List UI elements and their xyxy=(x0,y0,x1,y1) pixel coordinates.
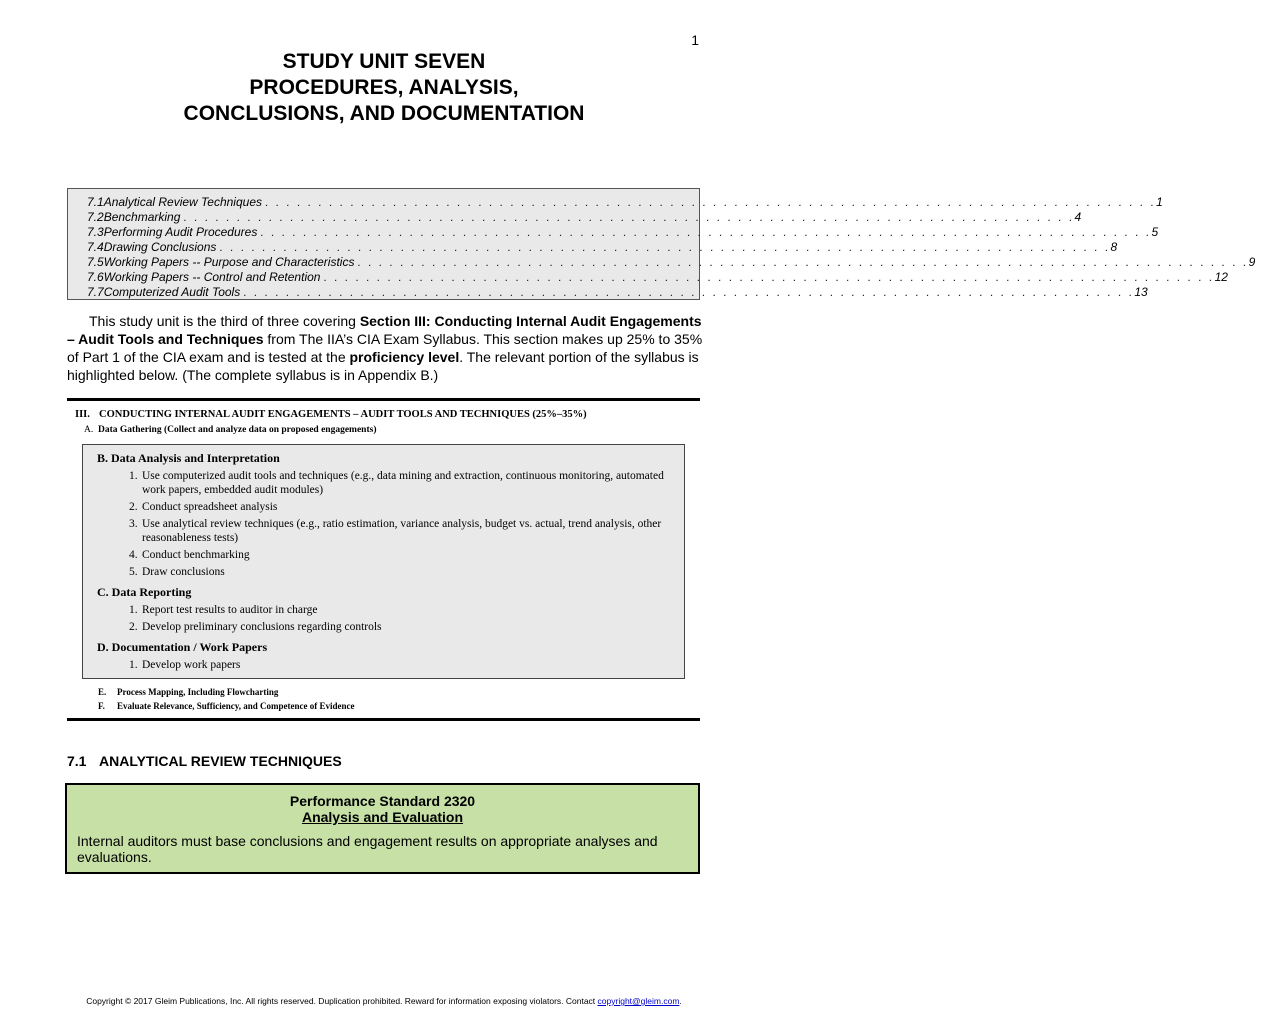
toc-number: 7.3 xyxy=(87,225,104,239)
toc-leader: . . . . . . . . . . . . . . . . . . . . . . . . . . . . . . . . . . . . . . . . . . . . . . . . . . . . . . . . . . . . . . . . . . . . . . . . . . . . . . . . . . . . xyxy=(323,270,1215,284)
list-text: Develop preliminary conclusions regarding controls xyxy=(142,621,382,633)
toc-row[interactable] xyxy=(68,210,1082,225)
toc-page: 5 xyxy=(1151,225,1159,239)
toc-row[interactable] xyxy=(68,285,1148,300)
toc-row[interactable] xyxy=(68,270,1228,285)
intro-paragraph xyxy=(67,312,704,384)
title-line-1: STUDY UNIT SEVEN xyxy=(282,50,486,73)
list-number: 2. xyxy=(129,621,138,633)
list-number: 2. xyxy=(129,501,138,513)
list-number: 1. xyxy=(129,659,138,671)
syllabus-highlight-box xyxy=(82,444,685,679)
list-text: Conduct benchmarking xyxy=(142,549,250,561)
intro-bold-level: proficiency level xyxy=(349,349,460,365)
list-text: Conduct spreadsheet analysis xyxy=(142,501,278,513)
section-title: ANALYTICAL REVIEW TECHNIQUES xyxy=(99,753,342,769)
syllabus-a-text: Data Gathering (Collect and analyze data on proposed engagements) xyxy=(98,425,377,435)
toc-title: Computerized Audit Tools xyxy=(103,285,241,299)
list-text: Use computerized audit tools and techniques (e.g., data mining and extraction, continuous monitoring, automated work papers, embedded audit modules) xyxy=(142,470,664,496)
syllabus-a-letter: A. xyxy=(84,425,94,435)
toc-page: 13 xyxy=(1134,285,1148,299)
toc-number: 7.6 xyxy=(87,270,104,284)
list-item xyxy=(129,565,678,579)
syllabus-section-heading xyxy=(75,409,700,420)
toc-number: 7.4 xyxy=(87,240,104,254)
list-text: Report test results to auditor in charge xyxy=(142,604,318,616)
toc-leader: . . . . . . . . . . . . . . . . . . . . . . . . . . . . . . . . . . . . . . . . . . . . . . . . . . . . . . . . . . . . . . . . . . . . . . . . . . . . . . . . . . . . xyxy=(260,225,1152,239)
toc-leader: . . . . . . . . . . . . . . . . . . . . . . . . . . . . . . . . . . . . . . . . . . . . . . . . . . . . . . . . . . . . . . . . . . . . . . . . . . . . . . . . . . . . xyxy=(183,210,1075,224)
syllabus-f-text: Evaluate Relevance, Sufficiency, and Competence of Evidence xyxy=(117,701,355,711)
copyright-email-link[interactable]: copyright@gleim.com xyxy=(597,996,680,1006)
list-number: 1. xyxy=(129,470,138,482)
toc-leader: . . . . . . . . . . . . . . . . . . . . . . . . . . . . . . . . . . . . . . . . . . . . . . . . . . . . . . . . . . . . . . . . . . . . . . . . . . . . . . . . . . . . xyxy=(219,240,1111,254)
toc-number: 7.5 xyxy=(87,255,104,269)
toc-title: Working Papers -- Purpose and Characteristics xyxy=(103,255,355,269)
toc-page: 12 xyxy=(1214,270,1228,284)
toc-page: 9 xyxy=(1248,255,1256,269)
page-number: 1 xyxy=(691,32,699,48)
syllabus-top-rule xyxy=(67,398,700,401)
syllabus-roman: III. xyxy=(75,409,90,420)
list-text: Develop work papers xyxy=(142,659,241,671)
syllabus-bottom-rule xyxy=(67,718,700,721)
footer-end: . xyxy=(679,996,682,1006)
list-item xyxy=(129,500,678,514)
syllabus-excerpt xyxy=(67,398,700,721)
list-item xyxy=(129,469,678,497)
intro-text-1: This study unit is the third of three covering xyxy=(89,313,360,329)
table-of-contents xyxy=(67,188,1256,300)
list-number: 3. xyxy=(129,518,138,530)
intro-text-3: . The relevant portion of the syllabus is highlighted below. (The complete syllabus is in Appendix B.) xyxy=(67,349,699,383)
toc-title: Drawing Conclusions xyxy=(103,240,217,254)
footer-text: Copyright © 2017 Gleim Publications, Inc. All rights reserved. Duplication prohibited. Reward for information exposing violators. Contact xyxy=(86,996,598,1006)
standard-subtitle: Analysis and Evaluation xyxy=(301,809,464,825)
copyright-footer xyxy=(0,996,768,1006)
list-item xyxy=(129,548,678,562)
toc-title: Working Papers -- Control and Retention xyxy=(103,270,321,284)
toc-number: 7.1 xyxy=(87,195,104,209)
toc-page: 1 xyxy=(1156,195,1163,209)
list-text: Draw conclusions xyxy=(142,566,225,578)
toc-title: Performing Audit Procedures xyxy=(103,225,258,239)
standard-title: Performance Standard 2320 xyxy=(289,793,476,809)
toc-title: Benchmarking xyxy=(103,210,181,224)
list-number: 5. xyxy=(129,566,138,578)
list-item xyxy=(129,658,678,672)
syllabus-e-letter: E. xyxy=(98,687,107,697)
toc-number: 7.7 xyxy=(87,285,104,299)
syllabus-item-a xyxy=(84,425,700,435)
syllabus-f-letter: F. xyxy=(98,701,105,711)
list-item xyxy=(129,603,678,617)
toc-leader: . . . . . . . . . . . . . . . . . . . . . . . . . . . . . . . . . . . . . . . . . . . . . . . . . . . . . . . . . . . . . . . . . . . . . . . . . . . . . . . . . . . . xyxy=(265,195,1157,209)
syllabus-heading-text: CONDUCTING INTERNAL AUDIT ENGAGEMENTS – AUDIT TOOLS AND TECHNIQUES (25%–35%) xyxy=(99,409,587,420)
standard-body: Internal auditors must base conclusions and engagement results on appropriate analyses and evaluations. xyxy=(77,833,658,865)
toc-row[interactable] xyxy=(68,255,1256,270)
section-heading xyxy=(67,753,342,769)
section-number: 7.1 xyxy=(67,753,87,769)
performance-standard-box xyxy=(65,783,700,874)
syllabus-item-e xyxy=(98,687,700,697)
intro-bold-section: Section III: Conducting Internal Audit Engagements – Audit Tools and Techniques xyxy=(67,313,702,347)
list-text: Use analytical review techniques (e.g., ratio estimation, variance analysis, budget vs. actual, trend analysis, other reasonableness tests) xyxy=(142,518,662,544)
intro-text-2: from The IIA’s CIA Exam Syllabus. This section makes up 25% to 35% of Part 1 of the CIA exam and is tested at the xyxy=(67,331,703,365)
syllabus-c-title: C. Data Reporting xyxy=(97,585,192,599)
toc-number: 7.2 xyxy=(87,210,104,224)
study-unit-title xyxy=(0,49,768,127)
toc-leader: . . . . . . . . . . . . . . . . . . . . . . . . . . . . . . . . . . . . . . . . . . . . . . . . . . . . . . . . . . . . . . . . . . . . . . . . . . . . . . . . . . . . xyxy=(243,285,1135,299)
toc-row[interactable] xyxy=(68,195,1163,210)
list-number: 4. xyxy=(129,549,138,561)
title-line-2: PROCEDURES, ANALYSIS, xyxy=(249,76,519,99)
syllabus-item-f xyxy=(98,701,700,711)
list-item xyxy=(129,620,678,634)
toc-row[interactable] xyxy=(68,225,1159,240)
syllabus-e-text: Process Mapping, Including Flowcharting xyxy=(117,687,279,697)
syllabus-d-title: D. Documentation / Work Papers xyxy=(97,640,268,654)
toc-page: 4 xyxy=(1074,210,1082,224)
toc-title: Analytical Review Techniques xyxy=(103,195,262,209)
toc-page: 8 xyxy=(1110,240,1118,254)
toc-leader: . . . . . . . . . . . . . . . . . . . . . . . . . . . . . . . . . . . . . . . . . . . . . . . . . . . . . . . . . . . . . . . . . . . . . . . . . . . . . . . . . . . . xyxy=(357,255,1249,269)
syllabus-b-title: B. Data Analysis and Interpretation xyxy=(97,451,280,465)
list-item xyxy=(129,517,678,545)
title-line-3: CONCLUSIONS, AND DOCUMENTATION xyxy=(183,102,585,125)
list-number: 1. xyxy=(129,604,138,616)
toc-row[interactable] xyxy=(68,240,1118,255)
